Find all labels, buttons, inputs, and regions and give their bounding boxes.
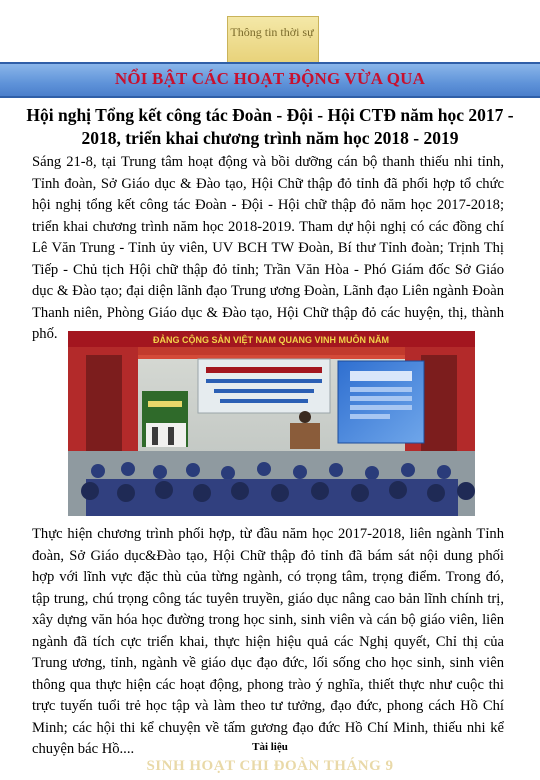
article-paragraph-1: Sáng 21-8, tại Trung tâm hoạt động và bồi dưỡng cán bộ thanh thiếu nhi tỉnh, Tỉnh đoàn, Sở Giáo dục & Đào tạo, Hội Chữ thập đỏ tỉnh đã phối hợp tổ chức hội nghị tổng kết công tác Đoàn - Đội - Hội chữ thập đỏ năm học 2017-2018; triển khai chương trình năm học 2018-2019. Tham dự hội nghị có các đồng chí Lê Văn Trung - Tỉnh ủy viên, UV BCH TW Đoàn, Bí thư Tỉnh đoàn; Trịnh Thị Tiếp - Chủ tịch Hội chữ thập đỏ tỉnh; Trần Văn Hòa - Phó Giám đốc Sở Giáo dục & Đào tạo; đại diện lãnh đạo Trung ương Đoàn, Lãnh đạo Liên ngành Đoàn Thanh niên, Phòng Giáo dục & Đào tạo, Hội Chữ thập đỏ các huyện, thị, thành phố. <box>32 154 504 342</box>
section-banner-title: NỔI BẬT CÁC HOẠT ĐỘNG VỪA QUA <box>114 69 426 88</box>
footer-title: SINH HOẠT CHI ĐOÀN THÁNG 9 <box>146 758 394 774</box>
conference-photo <box>68 331 475 516</box>
footer-label: Tài liệu <box>252 741 288 753</box>
article-paragraph-2: Thực hiện chương trình phối hợp, từ đầu năm học 2017-2018, liên ngành Tỉnh đoàn, Sở Giáo dục&Đào tạo, Hội Chữ thập đỏ tỉnh đã bám sát nội dung phối hợp với lĩnh vực đặc thù của từng ngành, có trọng tâm, trọng điểm. Trong đó, tập trung, chú trọng công tác tuyên truyền, giáo dục nâng cao bản lĩnh chính trị, xây dựng văn hóa học đường trong học sinh, sinh viên và cán bộ giáo viên, liên ngành đã tích cực triển khai, thực hiện hiệu quả các Nghị quyết, Chỉ thị của Trung ương, tỉnh, ngành về giáo dục đạo đức, lối sống cho học sinh, sinh viên thông qua thực hiện các hoạt động, phong trào ý nghĩa, thiết thực như cuộc thi trực tuyến tuổi trẻ học tập và làm theo tư tưởng, đạo đức, phong cách Hồ Chí Minh; các hội thi kể chuyện về tấm gương đạo đức Hồ Chí Minh, thiếu nhi kể chuyện bác Hồ.... <box>32 526 504 757</box>
photo-banner-text: ĐẢNG CỘNG SẢN VIỆT NAM QUANG VINH MUÔN NĂM <box>153 335 389 345</box>
section-tab-label: Thông tin thời sự <box>230 25 314 39</box>
conference-photo-illustration <box>68 331 475 516</box>
article-title: Hội nghị Tổng kết công tác Đoàn - Đội - Hội CTĐ năm học 2017 - 2018, triển khai chương trình năm học 2018 - 2019 <box>26 105 514 148</box>
